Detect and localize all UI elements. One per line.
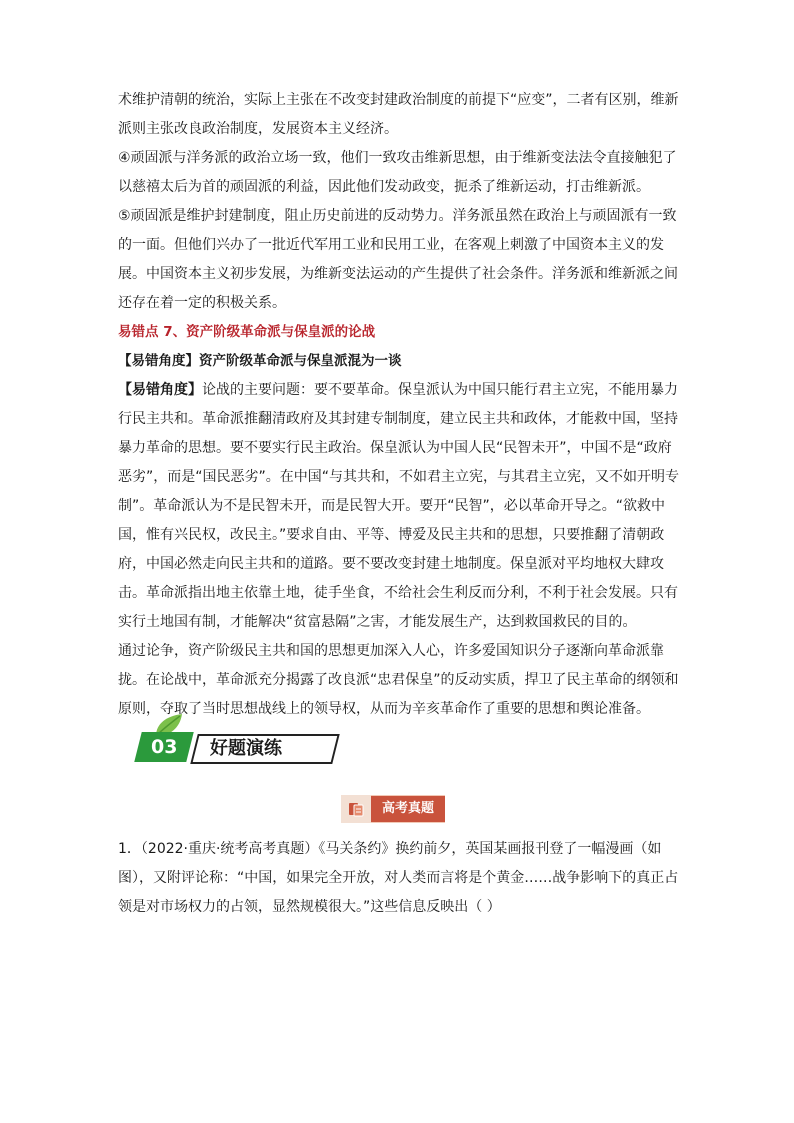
analysis-text: 论战的主要问题：要不要革命。保皇派认为中国只能行君主立宪，不能用暴力行民主共和。革命派推翻清政府及其封建专制制度，建立民主共和政体，才能救中国，坚持暴力革命的思想。要不要实行民主政治。保皇派认为中国人民“民智未开”，中国不是“政府恶劣”，而是“国民恶劣”。在中国“与其共和，不如君主立宪，与其君主立宪，又不如开明专制”。革命派认为不是民智未开，而是民智大开。要开“民智”，必以革命开导之。“欲救中国，惟有兴民权，改民主。”要求自由、平等、博爱及民主共和的思想，只要推翻了清朝政府，中国必然走向民主共和的道路。要不要改变封建土地制度。保皇派对平均地权大肆攻击。革命派指出地主依靠土地，徒手坐食，不给社会生利反而分利，不利于社会发展。只有实行土地国有制，才能解决“贫富悬隔”之害，才能发展生产，达到救国救民的目的。 — [118, 382, 680, 630]
conclusion-paragraph: 通过论争，资产阶级民主共和国的思想更加深入人心，许多爱国知识分子逐渐向革命派靠拢。在论战中，革命派充分揭露了改良派“忠君保皇”的反动实质，捍卫了民主革命的纲领和原则，夺取了当时思想战线上的领导权，从而为辛亥革命作了重要的思想和舆论准备。 — [118, 643, 679, 717]
analysis-paragraph — [118, 376, 680, 637]
error-angle-line — [118, 347, 680, 376]
section-number: 03 — [134, 732, 193, 762]
gaokao-badge — [341, 795, 445, 823]
document-icon — [341, 795, 371, 823]
error-angle-text: 资产阶级革命派与保皇派混为一谈 — [199, 353, 402, 369]
paragraph-point-5: ⑤顽固派是维护封建制度，阻止历史前进的反动势力。洋务派虽然在政治上与顽固派有一致的一面。但他们兴办了一批近代军用工业和民用工业，在客观上刺激了中国资本主义的发展。中国资本主义初步发展，为维新变法运动的产生提供了社会条件。洋务派和维新派之间还存在着一定的积极关系。 — [118, 208, 678, 311]
section-title: 好题演练 — [190, 734, 339, 764]
error-angle-label: 【易错角度】 — [118, 353, 199, 369]
paragraph-intro: 术维护清朝的统治，实际上主张在不改变封建政治制度的前提下“应变”，二者有区别，维新派则主张改良政治制度，发展资本主义经济。 — [118, 92, 679, 137]
analysis-label: 【易错角度】 — [118, 382, 202, 398]
paragraph-point-4: ④顽固派与洋务派的政治立场一致，他们一致攻击维新思想，由于维新变法法令直接触犯了以慈禧太后为首的顽固派的利益，因此他们发动政变，扼杀了维新运动，打击维新派。 — [118, 150, 677, 195]
question-1: 1．（2022·重庆·统考高考真题）《马关条约》换约前夕，英国某画报刊登了一幅漫画（如图），又附评论称：“中国，如果完全开放，对人类而言将是个黄金……战争影响下的真正占领是对市场权力的占领，显然规模很大。”这些信息反映出（ ） — [118, 841, 679, 915]
section-banner — [130, 712, 330, 762]
gaokao-label: 高考真题 — [371, 795, 445, 823]
error-point-7-heading: 易错点 7、资产阶级革命派与保皇派的论战 — [118, 324, 376, 340]
document-body — [118, 86, 680, 724]
